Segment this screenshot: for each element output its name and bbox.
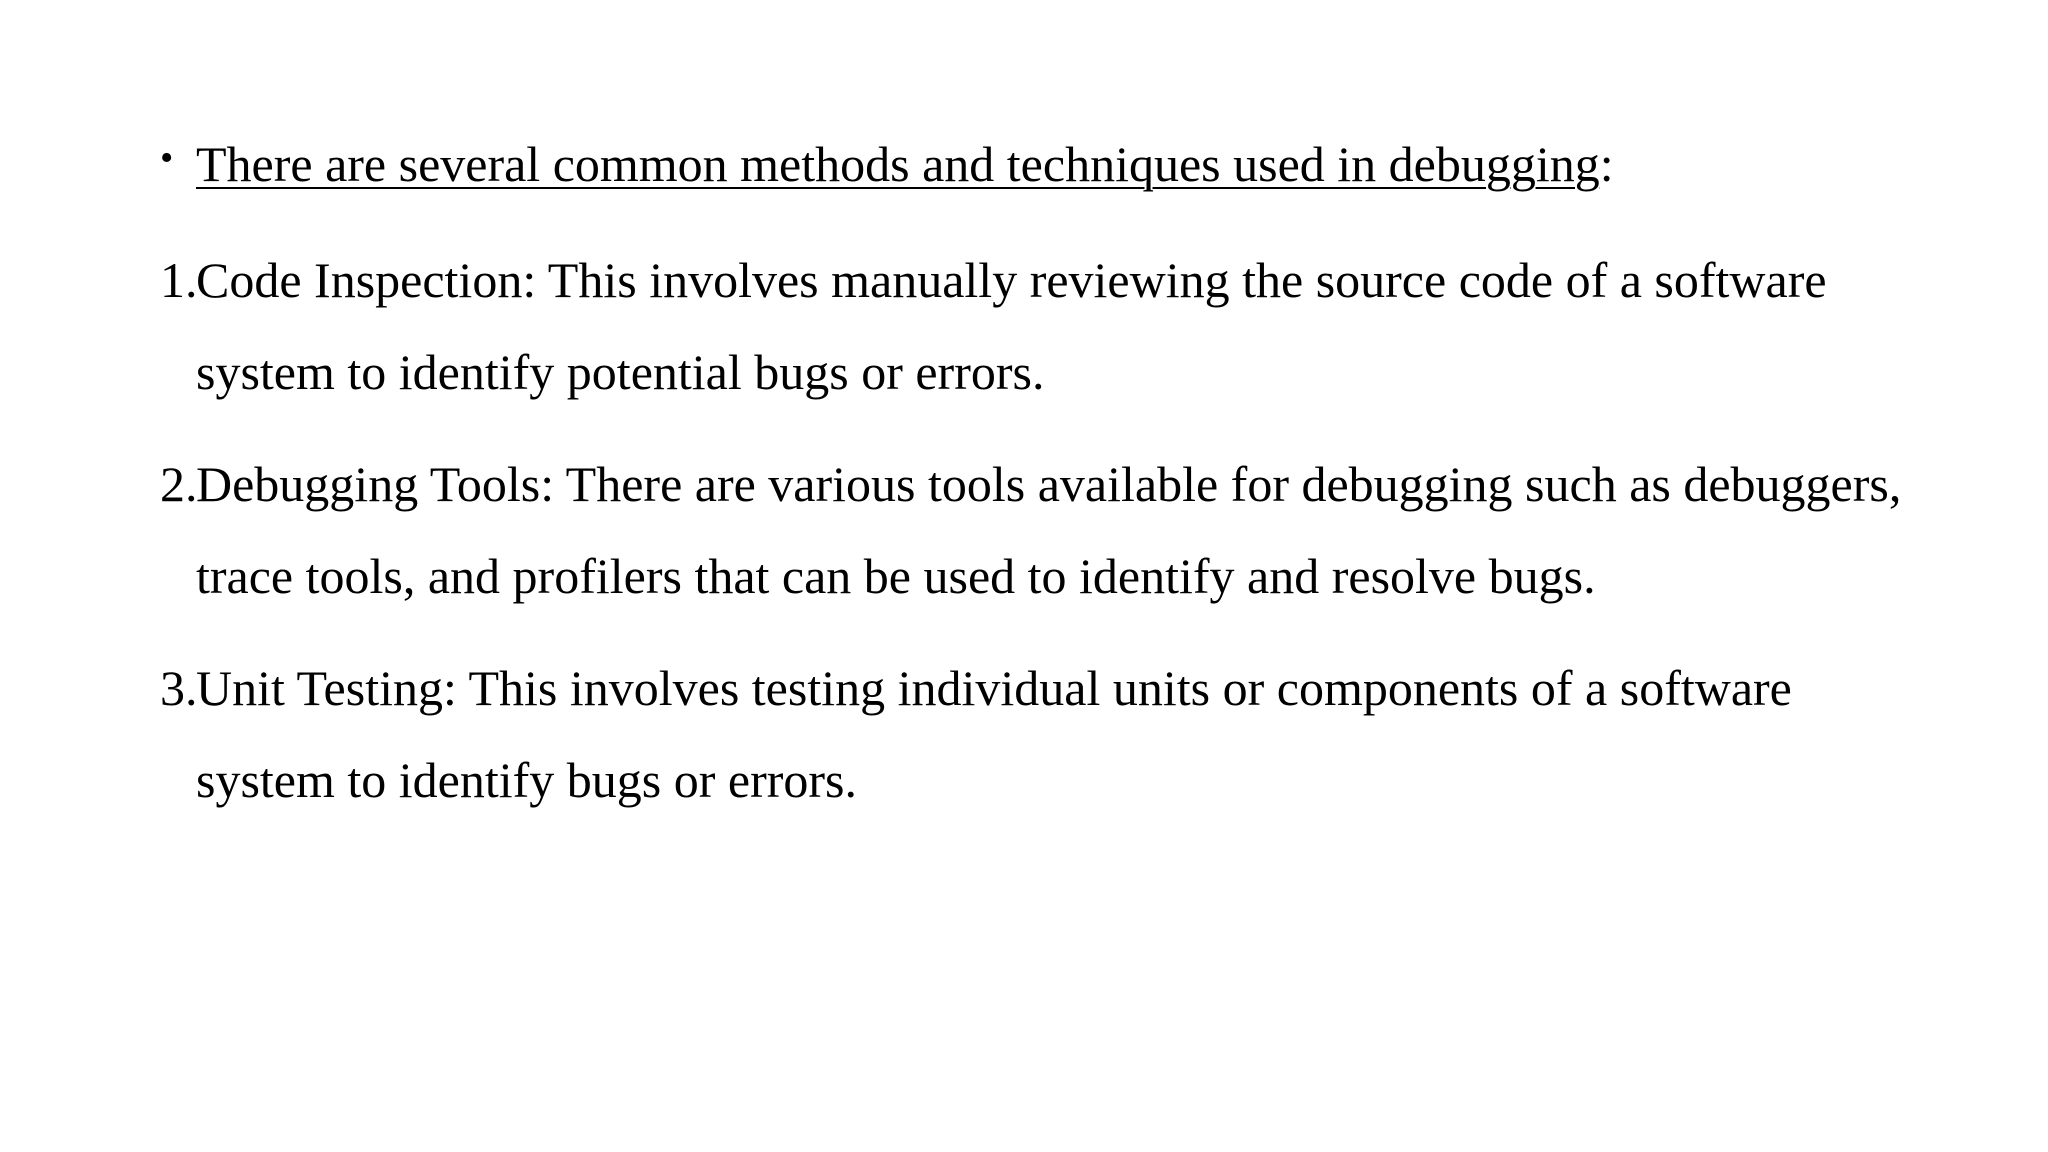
list-item-number: 1. [160, 252, 198, 308]
intro-colon: : [1599, 136, 1614, 192]
list-item-text: Debugging Tools: There are various tools available for debugging such as debuggers, trace tools, and profilers that can be used to identify and resolve bugs. [196, 456, 1902, 604]
list-item-debugging-tools [160, 438, 1920, 622]
slide-content [160, 118, 1920, 846]
list-item-text: Unit Testing: This involves testing individual units or components of a software system to identify bugs or errors. [196, 660, 1792, 808]
list-item-code-inspection [160, 234, 1920, 418]
list-item-number: 2. [160, 456, 198, 512]
intro-text: There are several common methods and techniques used in debugging [196, 136, 1600, 192]
list-item-text: Code Inspection: This involves manually reviewing the source code of a software system to identify potential bugs or errors. [196, 252, 1827, 400]
intro-bullet [160, 118, 1920, 210]
list-item-unit-testing [160, 642, 1920, 826]
bullet-icon: • [160, 137, 174, 179]
list-item-number: 3. [160, 660, 198, 716]
